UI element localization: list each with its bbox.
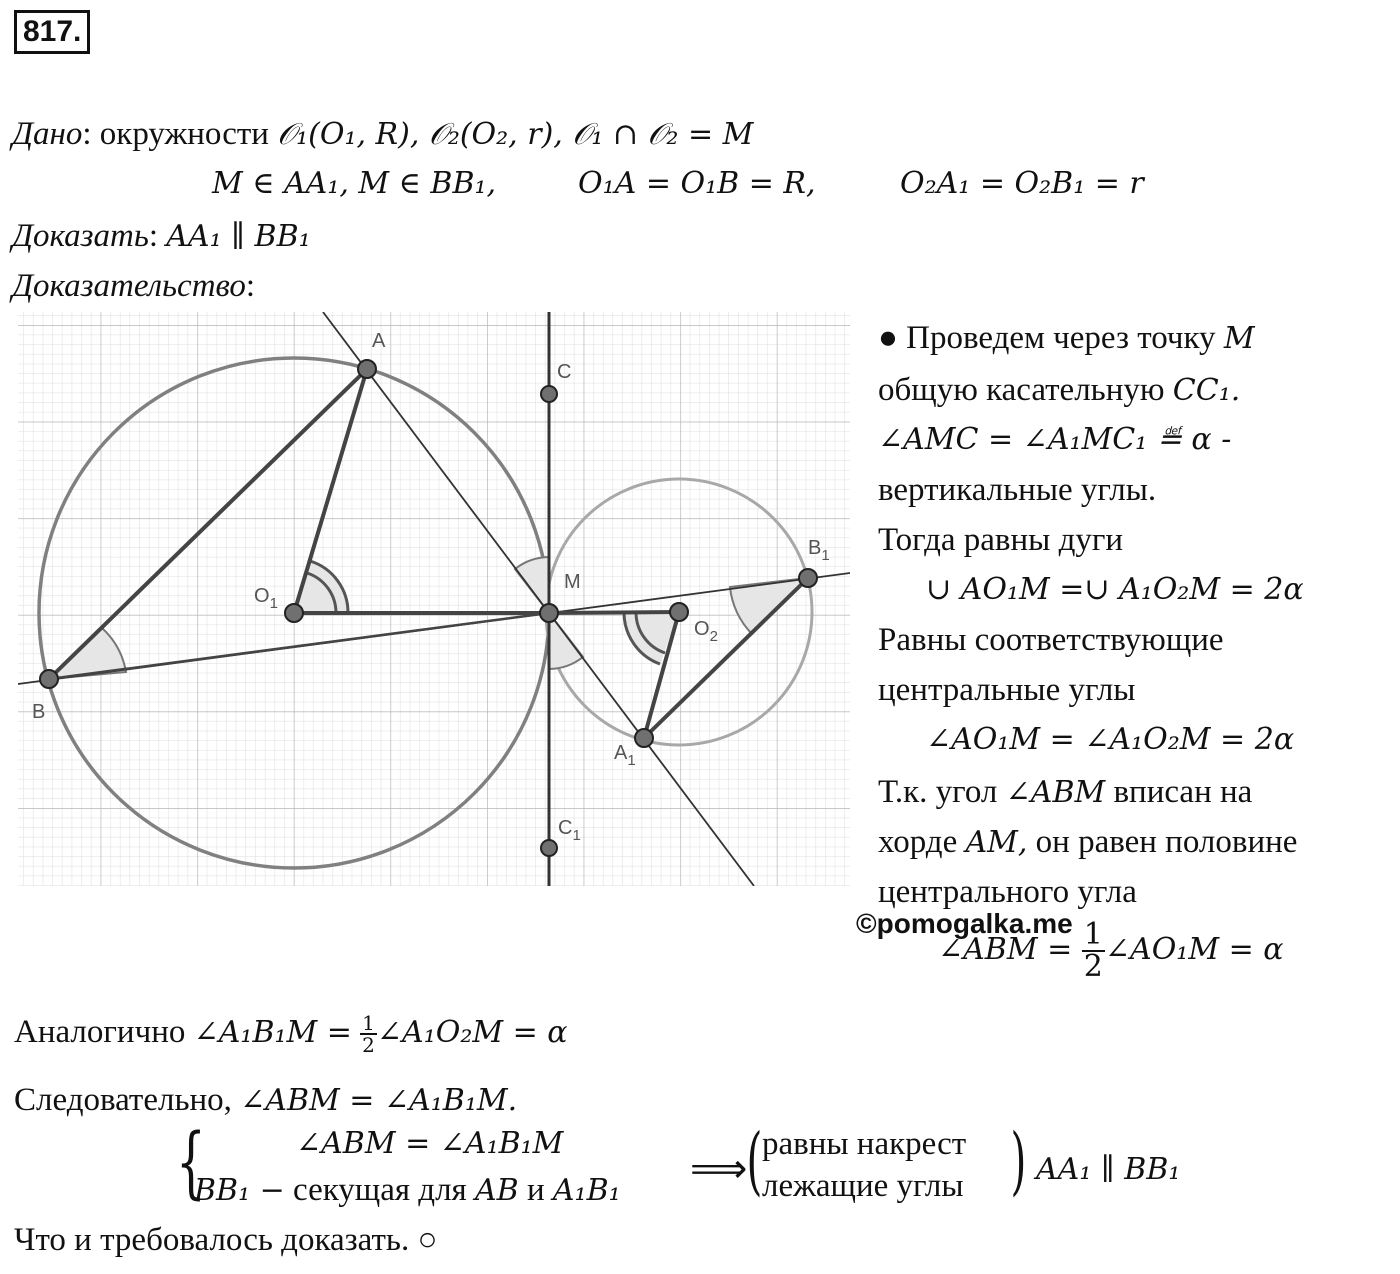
geometry-figure xyxy=(18,312,850,886)
paren-left: ( xyxy=(746,1118,763,1204)
conclusion: AA₁ ∥ BB₁ xyxy=(1036,1152,1181,1187)
point-b xyxy=(40,670,58,688)
point-c xyxy=(541,386,557,402)
proof-label-line: Доказательство: xyxy=(12,268,256,304)
label-c1: $C_1$ xyxy=(558,817,581,844)
analog-line: Аналогично ∠A₁B₁M = $\frac{1}{2}$ ∠A₁O₂M = α xyxy=(14,1011,568,1058)
side-line-11: хорде AM, он равен половине xyxy=(878,824,1298,860)
label-m: M xyxy=(564,571,581,593)
label-a: A xyxy=(372,330,386,352)
side-line-8: центральные углы xyxy=(878,672,1136,708)
problem-number: 817. xyxy=(14,10,90,54)
prove-line: Доказать: AA₁ ∥ BB₁ xyxy=(12,218,311,254)
side-line-3: ∠AMC = ∠A₁MC₁ ≝ α - xyxy=(878,422,1232,457)
point-m xyxy=(540,604,558,622)
point-b1 xyxy=(799,569,817,587)
system-line-2: BB₁ − секущая для AB и A₁B₁ xyxy=(194,1172,621,1208)
side-line-6: ∪ AO₁M =∪ A₁O₂M = 2α xyxy=(926,572,1304,607)
side-line-7: Равны соответствующие xyxy=(878,622,1224,658)
proof-label: Доказательство xyxy=(12,268,246,304)
side-line-2: общую касательную CC₁. xyxy=(878,372,1241,408)
side-line-9: ∠AO₁M = ∠A₁O₂M = 2α xyxy=(926,722,1295,757)
side-line-1: ● Проведем через точку M xyxy=(878,320,1255,356)
label-a1: $A_1$ xyxy=(614,742,636,769)
side-line-5: Тогда равны дуги xyxy=(878,522,1124,558)
segment-mo2 xyxy=(549,612,679,613)
point-a xyxy=(358,360,376,378)
reason-line-1: равны накрест xyxy=(762,1126,967,1162)
watermark: ©pomogalka.me xyxy=(856,908,1073,939)
prove-statement: AA₁ ∥ BB₁ xyxy=(166,219,311,254)
reason-line-2: лежащие углы xyxy=(762,1168,964,1204)
given-text: окружности xyxy=(99,116,269,152)
point-c1 xyxy=(541,840,557,856)
side-line-10: Т.к. угол ∠ABM вписан на xyxy=(878,774,1253,810)
system-line-1: ∠ABM = ∠A₁B₁M xyxy=(296,1126,564,1161)
point-o2 xyxy=(670,603,688,621)
label-o2: $O_2$ xyxy=(694,618,718,645)
prove-label: Доказать xyxy=(12,218,149,254)
point-a1 xyxy=(635,729,653,747)
given-cond-1: M ∈ AA₁, M ∈ BB₁, xyxy=(212,166,497,201)
side-line-12: центрального угла xyxy=(878,874,1137,910)
qed-line: Что и требовалось доказать. ○ xyxy=(14,1222,438,1258)
implies-arrow: ⟹ xyxy=(690,1146,748,1192)
given-cond-2: O₁A = O₁B = R, xyxy=(578,166,816,201)
given-line: Дано: окружности 𝒪₁(O₁, R), 𝒪₂(O₂, r), 𝒪₁ ∩ 𝒪₂ = M xyxy=(12,116,754,152)
point-o1 xyxy=(285,604,303,622)
label-c: C xyxy=(557,361,572,383)
side-line-13: ∠ABM = $\frac{1}{2}$ ∠AO₁M = α xyxy=(938,917,1284,984)
given-label: Дано xyxy=(12,116,83,152)
side-line-4: вертикальные углы. xyxy=(878,472,1157,508)
system-brace: { xyxy=(176,1118,206,1208)
paren-right: ) xyxy=(1010,1118,1027,1204)
label-o1: $O_1$ xyxy=(254,585,278,612)
label-b: B xyxy=(32,701,46,723)
given-cond-3: O₂A₁ = O₂B₁ = r xyxy=(900,166,1144,201)
hence-line: Следовательно, ∠ABM = ∠A₁B₁M. xyxy=(14,1082,518,1118)
given-circles: 𝒪₁(O₁, R), 𝒪₂(O₂, r), 𝒪₁ ∩ 𝒪₂ = M xyxy=(277,117,754,152)
label-b1: $B_1$ xyxy=(808,537,830,564)
